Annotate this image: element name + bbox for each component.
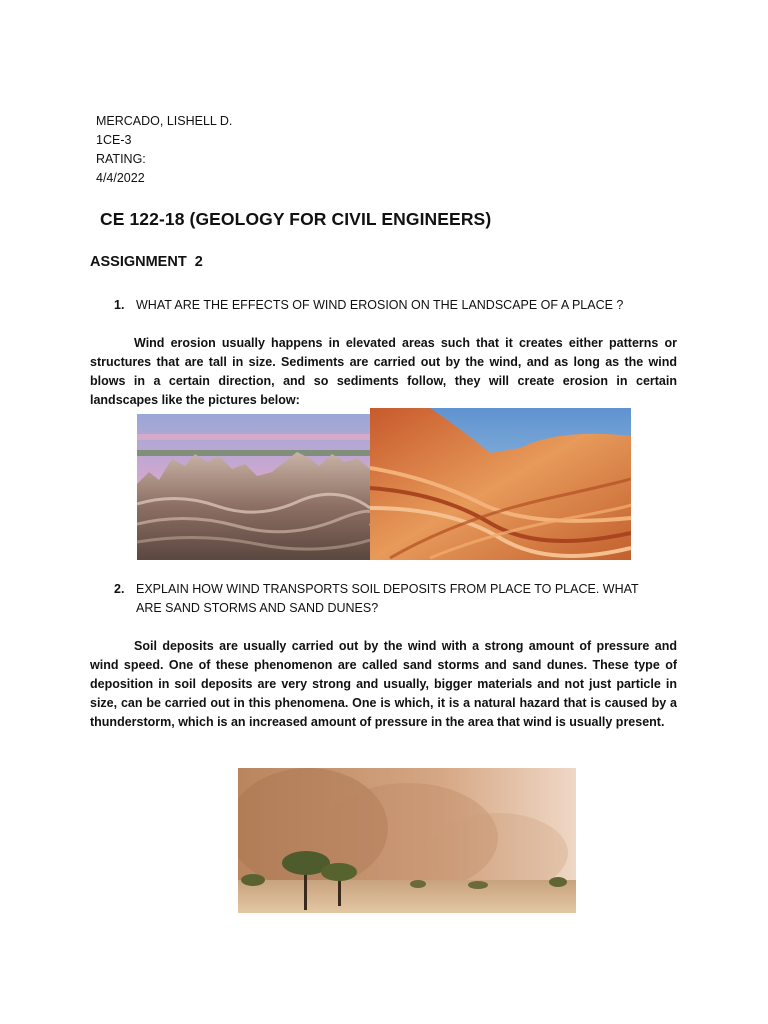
- course-title: CE 122-18 (GEOLOGY FOR CIVIL ENGINEERS): [100, 209, 492, 229]
- question-number: 2.: [114, 582, 125, 596]
- question-text: WHAT ARE THE EFFECTS OF WIND EROSION ON THE LANDSCAPE OF A PLACE ?: [136, 298, 624, 312]
- answer-1: Wind erosion usually happens in elevated areas such that it creates either patterns or structures that are tall in size. Sediments are carried out by the wind, and as long as the wind blows in a certain direction, and so sediments follow, they will create erosion in certain landscapes like the pictures below:: [90, 336, 677, 407]
- submission-date: 4/4/2022: [96, 171, 145, 185]
- question-number: 1.: [114, 298, 125, 312]
- assignment-title: ASSIGNMENT 2: [90, 254, 203, 270]
- student-section: 1CE-3: [96, 133, 132, 147]
- answer-2: Soil deposits are usually carried out by the wind with a strong amount of pressure and wind speed. One of these phenomenon are called sand storms and sand dunes. These type of deposition in soil deposits are very strong and usually, bigger materials and not just particle in size, can be carried out in this phenomena. One is which, it is a natural hazard that is caused by a thunderstorm, which is an increased amount of pressure in the area that wind is usually present.: [90, 639, 677, 729]
- wave-rock-photo: [370, 408, 631, 560]
- sandstorm-photo: [238, 768, 576, 913]
- badlands-photo: [137, 414, 370, 560]
- question-text: EXPLAIN HOW WIND TRANSPORTS SOIL DEPOSITS FROM PLACE TO PLACE. WHAT ARE SAND STORMS AND SAND DUNES?: [136, 582, 639, 615]
- student-info: [96, 112, 232, 188]
- student-name: MERCADO, LISHELL D.: [96, 114, 233, 128]
- rating-label: RATING:: [96, 152, 146, 166]
